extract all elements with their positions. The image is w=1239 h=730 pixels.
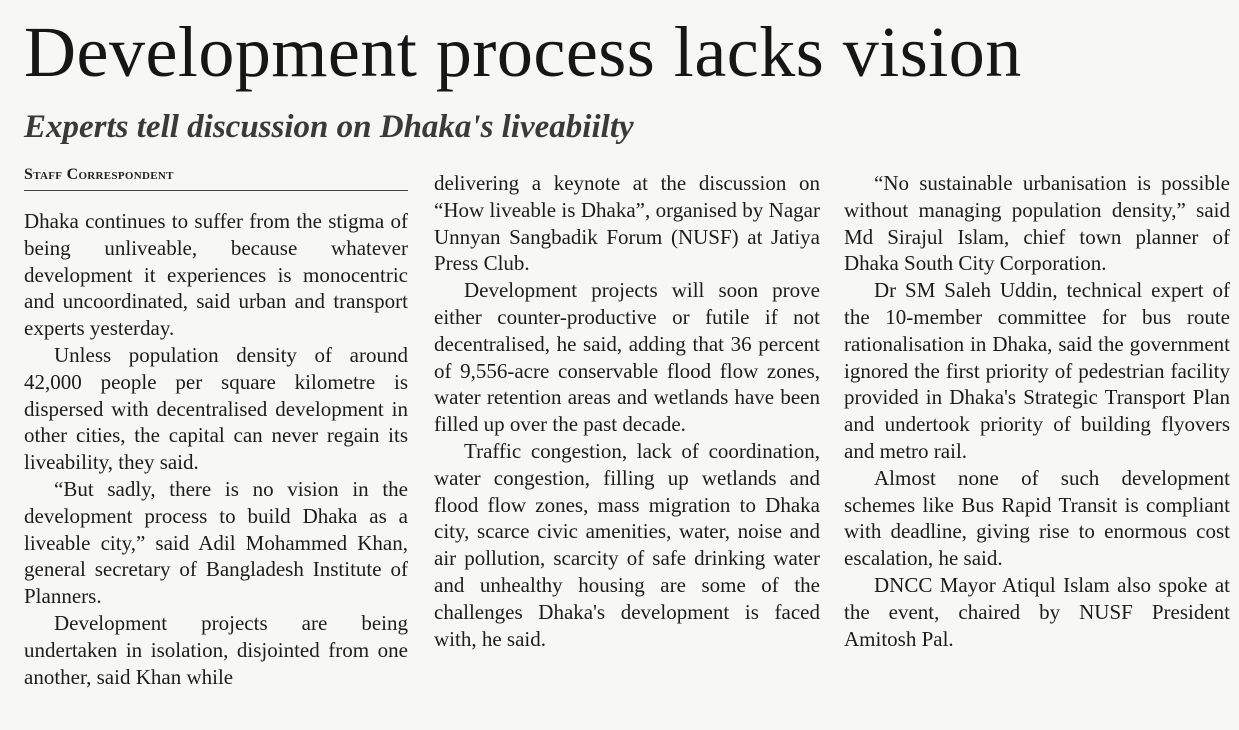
byline: Staff Correspondent — [24, 164, 408, 191]
paragraph: “No sustainable urbanisation is possible without managing population density,” said Md Sirajul Islam, chief town planner of Dhaka South City Corporation. — [844, 171, 1230, 276]
paragraph: “But sadly, there is no vision in the development process to build Dhaka as a liveable city,” said Adil Mohammed Khan, general secretary of Bangladesh Institute of Planners. — [24, 476, 408, 609]
paragraph: Dr SM Saleh Uddin, technical expert of the 10-member committee for bus route rationalisation in Dhaka, said the government ignored the first priority of pedestrian facility provided in Dhaka's Strategic Transport Plan and undertook priority of building flyovers and metro rail. — [844, 278, 1230, 463]
paragraph: Unless population density of around 42,000 people per square kilometre is dispersed with decentralised development in other cities, the capital can never regain its liveability, they said. — [24, 342, 408, 475]
paragraph: Development projects will soon prove either counter-productive or futile if not decentralised, he said, adding that 36 percent of 9,556-acre conservable flood flow zones, water retention areas and wetlands have been filled up over the past decade. — [434, 278, 820, 437]
subheadline: Experts tell discussion on Dhaka's liveabiilty — [24, 109, 634, 145]
paragraph: delivering a keynote at the discussion on “How liveable is Dhaka”, organised by Nagar Unnyan Sangbadik Forum (NUSF) at Jatiya Press Club. — [434, 171, 820, 276]
headline: Development process lacks vision — [24, 12, 1022, 92]
article-column-2 — [434, 170, 820, 652]
paragraph: DNCC Mayor Atiqul Islam also spoke at the event, chaired by NUSF President Amitosh Pal. — [844, 572, 1230, 651]
paragraph: Almost none of such development schemes like Bus Rapid Transit is compliant with deadline, giving rise to enormous cost escalation, he said. — [844, 465, 1230, 571]
paragraph: Development projects are being undertaken in isolation, disjointed from one another, said Khan while — [24, 610, 408, 689]
paragraph: Dhaka continues to suffer from the stigma of being unliveable, because whatever development it experiences is monocentric and uncoordinated, said urban and transport experts yesterday. — [24, 209, 408, 341]
paragraph: Traffic congestion, lack of coordination, water congestion, filling up wetlands and flood flow zones, mass migration to Dhaka city, scarce civic amenities, water, noise and air pollution, scarcity of safe drinking water and unhealthy housing are some of the challenges Dhaka's development is faced with, he said. — [434, 438, 820, 651]
article-column-1 — [24, 208, 408, 690]
article-column-3 — [844, 170, 1230, 652]
